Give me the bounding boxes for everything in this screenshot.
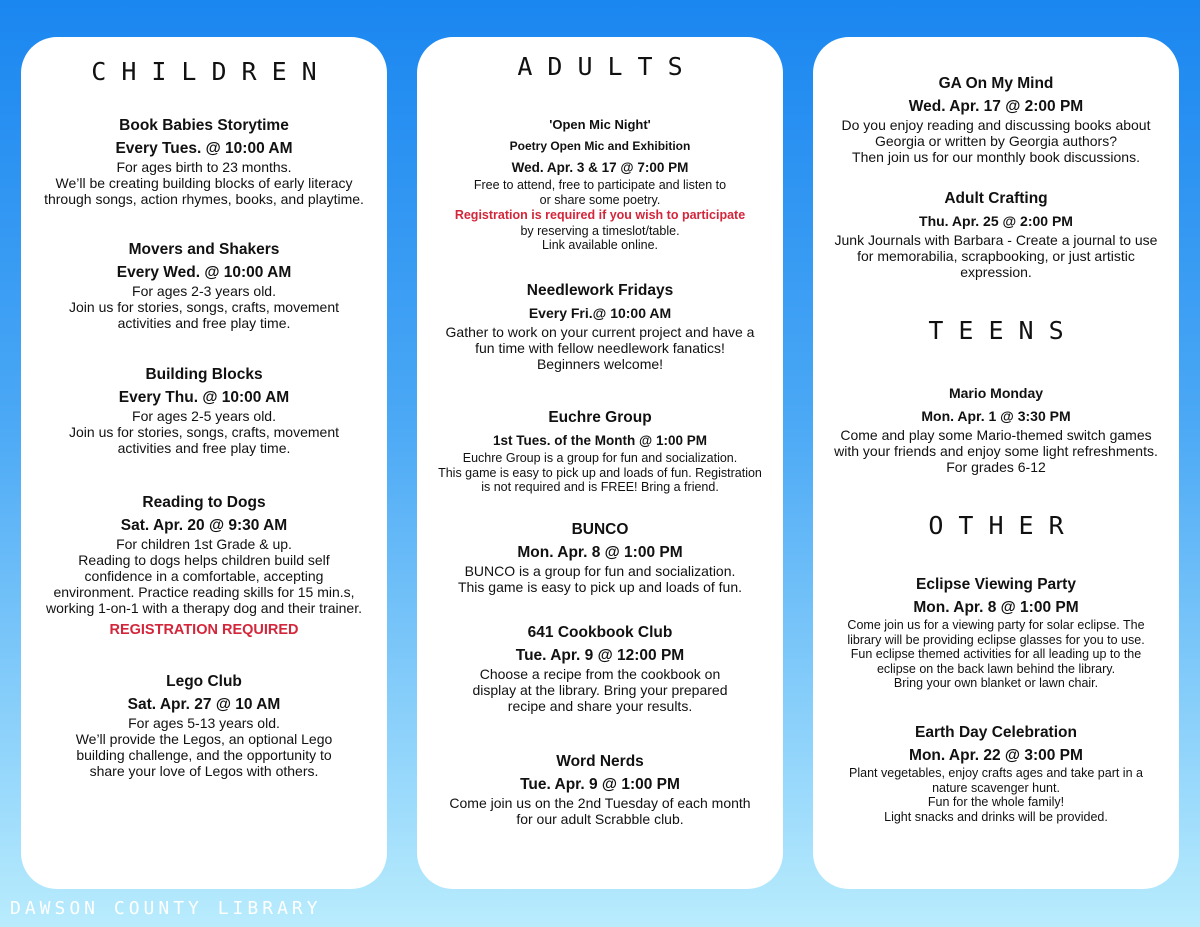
event-desc: Come join us for a viewing party for solar eclipse. The library will be providing eclipse glasses for you to use. Fun eclipse themed activities for all leading up to the eclipse on the back lawn behind the library. Bring your own blanket or lawn chair. bbox=[847, 618, 1145, 690]
event-bunco bbox=[423, 520, 777, 595]
event-title: Eclipse Viewing Party bbox=[916, 576, 1076, 593]
event-when: Wed. Apr. 3 & 17 @ 7:00 PM bbox=[511, 160, 689, 175]
event-when: Sat. Apr. 27 @ 10 AM bbox=[127, 696, 281, 713]
event-desc: Euchre Group is a group for fun and socialization. This game is easy to pick up and loads of fun. Registration is not required and is FREE! Bring a friend. bbox=[438, 451, 762, 494]
event-when: Mon. Apr. 8 @ 1:00 PM bbox=[913, 599, 1079, 616]
event-ga-on-my-mind bbox=[819, 74, 1173, 165]
event-when: Tue. Apr. 9 @ 12:00 PM bbox=[515, 647, 685, 664]
event-when: Every Wed. @ 10:00 AM bbox=[116, 264, 292, 281]
event-desc: Gather to work on your current project and have a fun time with fellow needlework fanatics! Beginners welcome! bbox=[445, 324, 755, 372]
event-title: Book Babies Storytime bbox=[119, 117, 289, 134]
event-desc: Come join us on the 2nd Tuesday of each month for our adult Scrabble club. bbox=[449, 795, 751, 827]
event-desc: Junk Journals with Barbara - Create a journal to use for memorabilia, scrapbooking, or just artistic expression. bbox=[834, 232, 1158, 280]
event-when: Mon. Apr. 22 @ 3:00 PM bbox=[909, 747, 1083, 764]
event-desc-continued: by reserving a timeslot/table. Link available online. bbox=[520, 223, 680, 252]
event-when: Sat. Apr. 20 @ 9:30 AM bbox=[120, 517, 288, 534]
event-when: Tue. Apr. 9 @ 1:00 PM bbox=[520, 776, 680, 793]
event-title: Word Nerds bbox=[556, 753, 644, 770]
event-title: Lego Club bbox=[166, 673, 242, 690]
event-adult-crafting bbox=[819, 189, 1173, 280]
event-when: Every Fri.@ 10:00 AM bbox=[528, 305, 672, 321]
event-earth-day bbox=[819, 723, 1173, 824]
event-reading-to-dogs bbox=[27, 493, 381, 638]
event-desc: Free to attend, free to participate and listen to or share some poetry. bbox=[473, 178, 727, 207]
event-book-babies bbox=[27, 116, 381, 207]
event-word-nerds bbox=[423, 752, 777, 827]
event-when: 1st Tues. of the Month @ 1:00 PM bbox=[493, 433, 707, 448]
event-when: Every Thu. @ 10:00 AM bbox=[118, 389, 290, 406]
other-heading: OTHER bbox=[928, 511, 1079, 540]
event-desc: For ages 2-5 years old. Join us for stories, songs, crafts, movement activities and free play time. bbox=[69, 408, 339, 456]
event-eclipse-party bbox=[819, 575, 1173, 691]
event-desc: BUNCO is a group for fun and socialization. This game is easy to pick up and loads of fun. bbox=[457, 563, 743, 595]
event-title: BUNCO bbox=[571, 521, 629, 538]
event-desc: For children 1st Grade & up. Reading to dogs helps children build self confidence in a comfortable, accepting environment. Practice reading skills for 15 min.s, working 1-on-1 with a therapy dog and their trainer. bbox=[46, 536, 362, 616]
event-mario-monday bbox=[819, 384, 1173, 475]
event-movers-shakers bbox=[27, 240, 381, 331]
registration-note: Registration is required if you wish to participate bbox=[454, 208, 746, 222]
event-title: 'Open Mic Night' bbox=[549, 117, 651, 132]
event-cookbook-club bbox=[423, 623, 777, 714]
children-heading: CHILDREN bbox=[91, 57, 332, 86]
event-desc: Do you enjoy reading and discussing books about Georgia or written by Georgia authors? Then join us for our monthly book discussions. bbox=[841, 117, 1151, 165]
teens-heading: TEENS bbox=[928, 316, 1079, 345]
event-desc: Choose a recipe from the cookbook on display at the library. Bring your prepared recipe and share your results. bbox=[472, 666, 728, 714]
event-desc: For ages 5-13 years old. We’ll provide the Legos, an optional Lego building challenge, and the opportunity to share your love of Legos with others. bbox=[75, 715, 333, 779]
registration-required-note: REGISTRATION REQUIRED bbox=[109, 622, 299, 638]
event-title: 641 Cookbook Club bbox=[527, 624, 673, 641]
event-when: Mon. Apr. 8 @ 1:00 PM bbox=[517, 544, 683, 561]
event-desc: For ages 2-3 years old. Join us for stories, songs, crafts, movement activities and free play time. bbox=[69, 283, 339, 331]
event-open-mic bbox=[423, 115, 777, 253]
event-euchre-group bbox=[423, 408, 777, 495]
event-when: Mon. Apr. 1 @ 3:30 PM bbox=[921, 408, 1071, 424]
event-needlework-fridays bbox=[423, 281, 777, 372]
event-title: Mario Monday bbox=[948, 385, 1044, 401]
event-when: Every Tues. @ 10:00 AM bbox=[115, 140, 293, 157]
event-lego-club bbox=[27, 672, 381, 779]
event-title: Adult Crafting bbox=[944, 190, 1048, 207]
event-title: Building Blocks bbox=[145, 366, 263, 383]
event-when: Wed. Apr. 17 @ 2:00 PM bbox=[908, 98, 1084, 115]
event-desc: Come and play some Mario-themed switch games with your friends and enjoy some light refreshments. For grades 6-12 bbox=[834, 427, 1158, 475]
event-title: Earth Day Celebration bbox=[915, 724, 1077, 741]
event-title: GA On My Mind bbox=[938, 75, 1054, 92]
event-title: Needlework Fridays bbox=[526, 282, 674, 299]
event-when: Thu. Apr. 25 @ 2:00 PM bbox=[919, 213, 1073, 229]
event-desc: Plant vegetables, enjoy crafts ages and take part in a nature scavenger hunt. Fun for the whole family! Light snacks and drinks will be provided. bbox=[849, 766, 1143, 824]
adults-panel bbox=[417, 37, 783, 889]
event-building-blocks bbox=[27, 365, 381, 456]
event-title: Movers and Shakers bbox=[128, 241, 280, 258]
adults-heading: ADULTS bbox=[517, 52, 698, 81]
event-desc: For ages birth to 23 months. We’ll be creating building blocks of early literacy through songs, action rhymes, books, and playtime. bbox=[44, 159, 364, 207]
event-title: Euchre Group bbox=[548, 409, 652, 426]
children-panel bbox=[21, 37, 387, 889]
library-brand: DAWSON COUNTY LIBRARY bbox=[10, 898, 322, 919]
event-subtitle: Poetry Open Mic and Exhibition bbox=[509, 139, 691, 153]
event-title: Reading to Dogs bbox=[142, 494, 266, 511]
teens-other-panel bbox=[813, 37, 1179, 889]
